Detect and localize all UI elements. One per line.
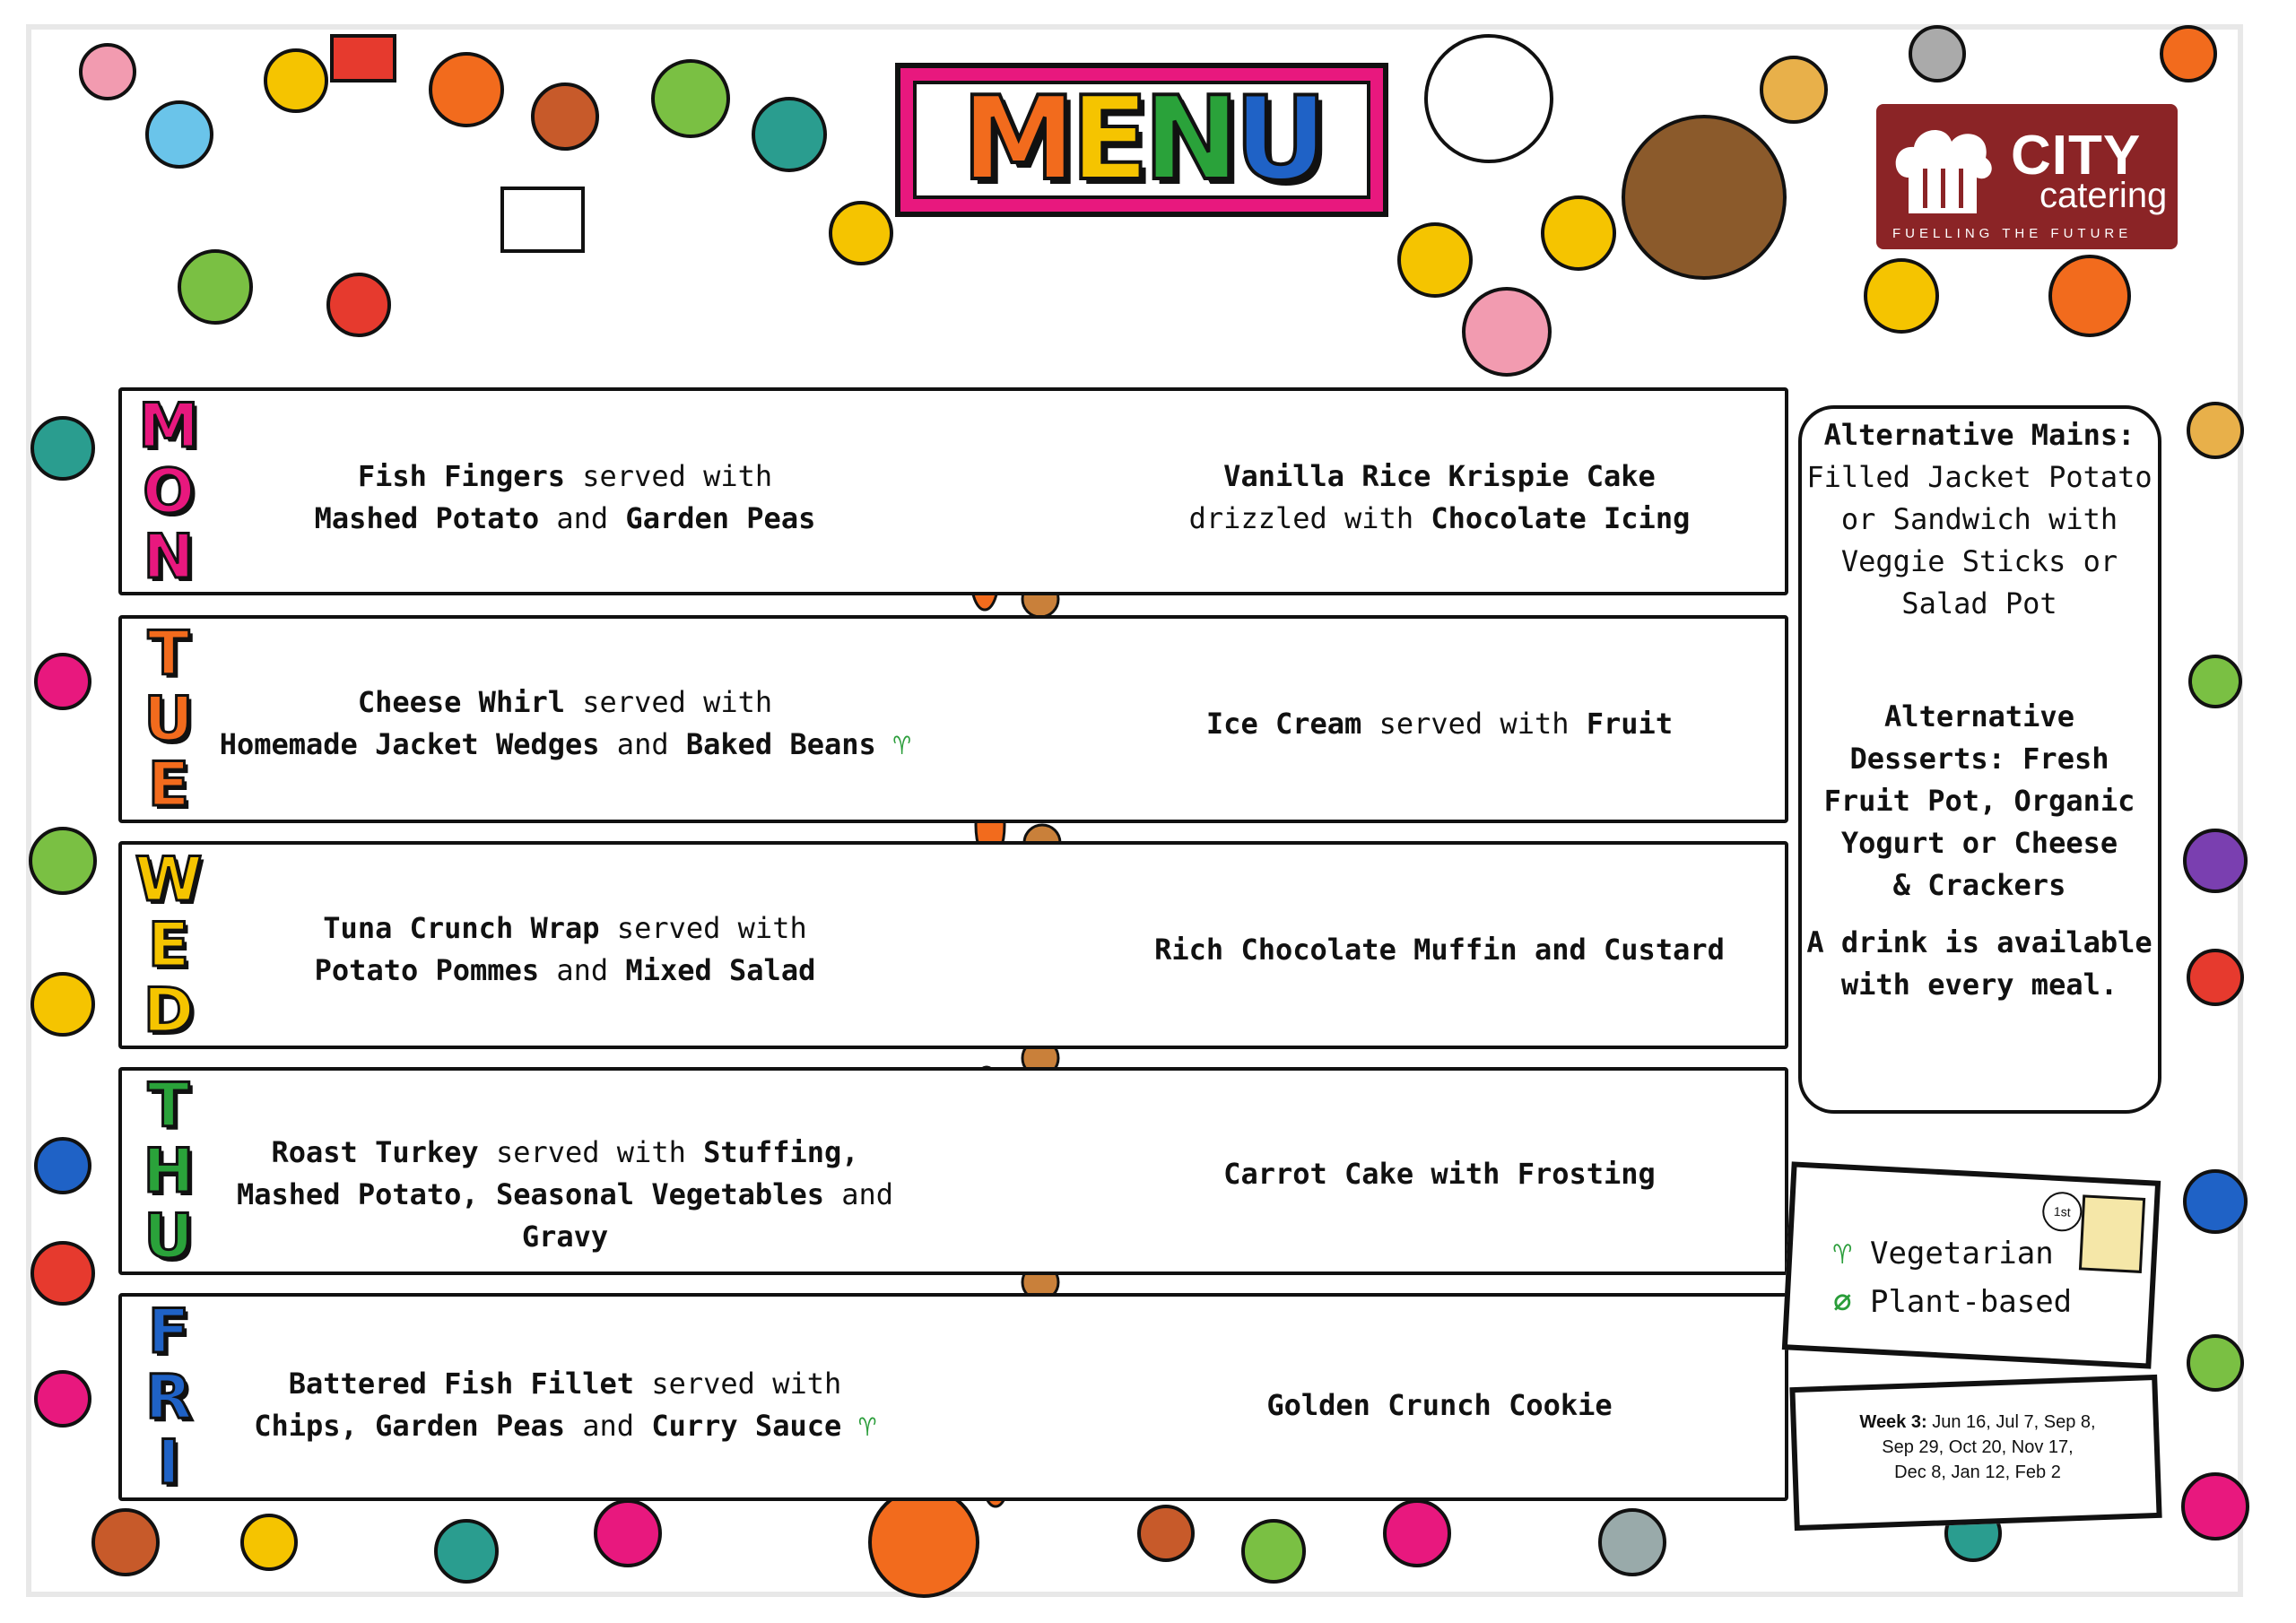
main-monday: Fish Fingers served with Mashed Potato and Garden Peas — [314, 459, 816, 535]
alternative-desserts: Alternative Desserts: Fresh Fruit Pot, Organic Yogurt or Cheese & Crackers — [1823, 699, 2135, 902]
dessert-friday: Golden Crunch Cookie — [1266, 1388, 1613, 1422]
key-vegetarian: ♈ Vegetarian — [1833, 1236, 2054, 1271]
menu-title: MENU — [961, 73, 1322, 206]
chef-hat-icon — [1891, 124, 1998, 217]
dessert-thursday: Carrot Cake with Frosting — [1223, 1157, 1656, 1191]
dessert-wednesday: Rich Chocolate Muffin and Custard — [1154, 933, 1725, 967]
stamp-icon — [2079, 1194, 2145, 1273]
vegetarian-icon: ♈ — [858, 1409, 876, 1443]
day-label-thursday: T H U — [143, 1071, 195, 1272]
alternative-mains: Alternative Mains: Filled Jacket Potato or Sandwich with Veggie Sticks or Salad Pot — [1806, 418, 2152, 621]
key-plant-based: ⌀ Plant-based — [1833, 1284, 2073, 1320]
first-class-postmark: 1st — [2041, 1191, 2083, 1232]
logo-catering: catering — [2039, 176, 2168, 215]
main-tuesday: Cheese Whirl served with Homemade Jacket Wedges and Baked Beans ♈ — [219, 685, 911, 761]
dessert-tuesday: Ice Cream served with Fruit — [1205, 707, 1674, 741]
drink-note: A drink is available with every meal. — [1806, 925, 2152, 1002]
day-label-wednesday: W E D — [135, 845, 203, 1046]
city-catering-logo — [1876, 104, 2178, 249]
week-dates: Week 3: Jun 16, Jul 7, Sep 8, Sep 29, Oct 20, Nov 17, Dec 8, Jan 12, Feb 2 — [1859, 1412, 2096, 1482]
plant-based-icon: ⌀ — [1833, 1284, 1852, 1320]
logo-tagline: FUELLING THE FUTURE — [1892, 226, 2133, 241]
main-friday: Battered Fish Fillet served with Chips, Garden Peas and Curry Sauce ♈ — [254, 1367, 876, 1443]
menu-banner — [895, 63, 1388, 217]
vegetarian-icon: ♈ — [893, 727, 911, 761]
vegetarian-icon: ♈ — [1833, 1236, 1852, 1271]
dessert-monday: Vanilla Rice Krispie Cake drizzled with Chocolate Icing — [1188, 459, 1691, 535]
logo-city: CITY — [2011, 125, 2142, 187]
main-wednesday: Tuna Crunch Wrap served with Potato Pommes and Mixed Salad — [314, 911, 816, 987]
day-label-tuesday: T U E — [144, 619, 194, 820]
main-thursday: Roast Turkey served with Stuffing, Mashed Potato, Seasonal Vegetables and Gravy — [236, 1135, 894, 1254]
day-label-friday: F R I — [144, 1297, 193, 1498]
day-label-monday: M O N — [138, 391, 199, 593]
